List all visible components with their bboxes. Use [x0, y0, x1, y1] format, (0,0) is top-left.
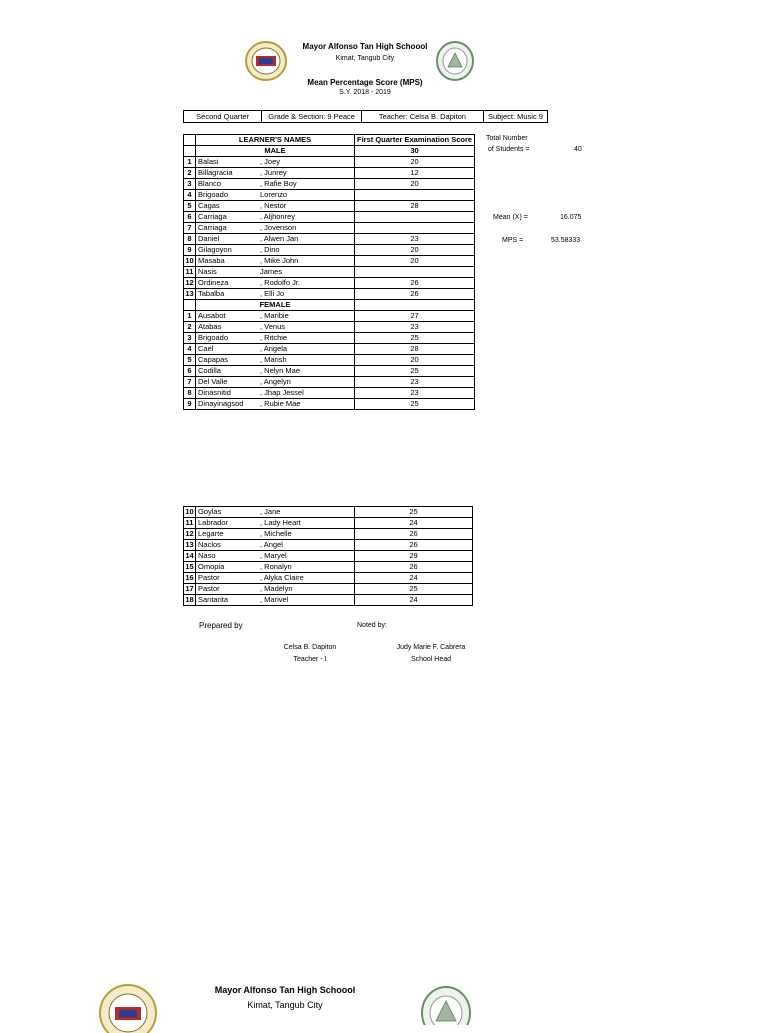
table-row: [184, 267, 475, 278]
school-year: S.Y. 2018 - 2019: [339, 89, 391, 96]
learners-names-header: LEARNER'S NAMES: [196, 135, 355, 146]
total-value: 40: [574, 146, 582, 153]
score: 24: [355, 518, 473, 529]
table-row: [184, 573, 473, 584]
last-name: Carriaga: [196, 212, 259, 223]
score: [355, 267, 475, 278]
row-number: 11: [184, 267, 196, 278]
last-name: Carriaga: [196, 223, 259, 234]
first-name: , Junrey: [258, 168, 355, 179]
first-name: , Marivel: [258, 595, 355, 606]
table-row: [184, 562, 473, 573]
table-row: [184, 388, 475, 399]
total-label-1: Total Number: [486, 135, 528, 142]
score: [355, 212, 475, 223]
table-row: [184, 179, 475, 190]
row-number: 18: [185, 595, 194, 604]
table-row: [184, 333, 475, 344]
score: 23: [355, 388, 475, 399]
table-header-row: [184, 135, 475, 146]
last-name: Del Valle: [196, 377, 259, 388]
first-name: , Nelyn Mae: [258, 366, 355, 377]
score: 27: [355, 311, 475, 322]
last-name: Pastor: [196, 573, 259, 584]
score: 26: [355, 278, 475, 289]
last-name: Ausabot: [196, 311, 259, 322]
score: 29: [355, 551, 473, 562]
last-name: Gilagoyon: [196, 245, 259, 256]
first-name: , Dino: [258, 245, 355, 256]
table-row: [184, 344, 475, 355]
head-role: School Head: [410, 656, 452, 663]
first-name: , Elli Jo: [258, 289, 355, 300]
footer-school-name: Mayor Alfonso Tan High Schoool: [214, 985, 356, 995]
last-name: Brigoado: [196, 333, 259, 344]
first-name: , Maribie: [258, 311, 355, 322]
mean-label: Mean (X) =: [493, 214, 528, 221]
first-name: , Marish: [258, 355, 355, 366]
last-name: Codilla: [196, 366, 259, 377]
row-number: 11: [184, 518, 196, 529]
last-name: Santarita: [196, 595, 259, 606]
last-name: Legarte: [196, 529, 259, 540]
quarter-cell: Second Quarter: [184, 111, 262, 123]
first-name: , Michelle: [258, 529, 355, 540]
score: 25: [355, 584, 473, 595]
first-name: , Angela: [258, 344, 355, 355]
row-number: 7: [184, 377, 196, 388]
score: 20: [355, 179, 475, 190]
score: 12: [355, 168, 475, 179]
male-total: 30: [355, 146, 475, 157]
table-row: [184, 311, 475, 322]
row-number: 3: [184, 179, 196, 190]
city-seal-icon: [436, 41, 474, 81]
score: 26: [355, 289, 475, 300]
table-row: [184, 289, 475, 300]
last-name: Naso: [196, 551, 259, 562]
last-name: Billagracia: [196, 168, 259, 179]
prepared-by-label: Prepared by: [199, 621, 243, 630]
table-row: [184, 584, 473, 595]
first-name: , Jhap Jessel: [258, 388, 355, 399]
noted-by-label: Noted by:: [357, 622, 387, 629]
last-name: Blanco: [196, 179, 259, 190]
table-row: [184, 256, 475, 267]
score: [355, 223, 475, 234]
first-name: , Jovenson: [258, 223, 355, 234]
grade-section-cell: Grade & Section: 9 Peace: [262, 111, 362, 123]
first-name: James: [258, 267, 355, 278]
deped-seal-icon: [245, 41, 287, 81]
first-name: , Mike John: [258, 256, 355, 267]
score: 26: [355, 529, 473, 540]
score: 28: [355, 201, 475, 212]
score: 25: [355, 399, 475, 410]
score: 23: [355, 377, 475, 388]
last-name: Capapas: [196, 355, 259, 366]
last-name: Balasi: [196, 157, 259, 168]
score: 24: [355, 595, 473, 606]
table-row: [184, 212, 475, 223]
row-number: 5: [184, 355, 196, 366]
table-row: [184, 551, 473, 562]
score: 28: [355, 344, 475, 355]
first-name: , Joey: [258, 157, 355, 168]
table-row: [184, 234, 475, 245]
last-name: Goylas: [196, 507, 259, 518]
first-name: , Jane: [258, 507, 355, 518]
deped-seal-icon-footer: [98, 983, 158, 1033]
row-number: 2: [184, 322, 196, 333]
row-number: 13: [185, 289, 194, 298]
subject-cell: Subject: Music 9: [483, 111, 547, 123]
table-row: [184, 518, 473, 529]
last-name: Dinasnitid: [196, 388, 259, 399]
last-name: Nasis: [196, 267, 259, 278]
score: 25: [355, 333, 475, 344]
score: [355, 190, 475, 201]
row-number: 1: [184, 311, 196, 322]
first-name: , Rafie Boy: [258, 179, 355, 190]
first-name: , Ritchie: [258, 333, 355, 344]
table-row: [184, 190, 475, 201]
first-name: , Maryel: [258, 551, 355, 562]
first-name: , Alyka Claire: [258, 573, 355, 584]
row-number: 12: [185, 529, 194, 538]
table-row: [184, 322, 475, 333]
first-name: , Rubie Mae: [258, 399, 355, 410]
table-row: [184, 595, 473, 606]
row-number: 8: [184, 388, 196, 399]
first-name: , Aljhonrey: [258, 212, 355, 223]
table-row: [184, 366, 475, 377]
first-name: , Rodolfo Jr.: [258, 278, 355, 289]
school-location: Kimat, Tangub City: [335, 55, 395, 62]
row-number: 5: [184, 201, 196, 212]
first-name: , Ronalyn: [258, 562, 355, 573]
score: 20: [355, 245, 475, 256]
mean-value: 16.075: [560, 214, 582, 221]
row-number: 4: [184, 344, 196, 355]
total-label-2: of Students =: [488, 146, 530, 153]
female-label-row: [184, 300, 475, 311]
first-name: , Alwen Jan: [258, 234, 355, 245]
teacher-name: Celsa B. Dapiton: [283, 644, 337, 651]
score: 24: [355, 573, 473, 584]
table-row: [184, 355, 475, 366]
table-row: [184, 245, 475, 256]
table-row: [184, 529, 473, 540]
score: 25: [355, 507, 473, 518]
mps-label: MPS =: [502, 237, 524, 244]
last-name: Pastor: [196, 584, 259, 595]
row-number: 9: [184, 399, 196, 410]
last-name: Brigoado: [196, 190, 259, 201]
row-number: 10: [185, 507, 194, 516]
row-number: 1: [184, 157, 196, 168]
row-number: 7: [184, 223, 196, 234]
table-row: [184, 278, 475, 289]
first-name: , Angelyn: [258, 377, 355, 388]
learners-table: [183, 134, 475, 410]
male-label-row: [184, 146, 475, 157]
row-number: 3: [184, 333, 196, 344]
score: 23: [355, 234, 475, 245]
table-row: [184, 157, 475, 168]
last-name: Cael: [196, 344, 259, 355]
last-name: Omopia: [196, 562, 259, 573]
table-row: [184, 540, 473, 551]
score: 20: [355, 157, 475, 168]
teacher-role: Teacher - I: [293, 656, 327, 663]
row-number: 6: [184, 366, 196, 377]
table-row: [184, 223, 475, 234]
first-name: , Madelyn: [258, 584, 355, 595]
last-name: Dinayinagsod: [196, 399, 259, 410]
last-name: Atabas: [196, 322, 259, 333]
teacher-cell: Teacher: Celsa B. Dapiton: [361, 111, 483, 123]
female-label: FEMALE: [196, 300, 355, 311]
score: 26: [355, 540, 473, 551]
first-name: , Angel: [258, 540, 355, 551]
mps-value: 53.58333: [551, 237, 581, 244]
report-title: Mean Percentage Score (MPS): [307, 78, 423, 87]
last-name: Ordineza: [196, 278, 259, 289]
row-number: 17: [185, 584, 194, 593]
row-number: 9: [184, 245, 196, 256]
table-row: [184, 507, 473, 518]
male-label: MALE: [196, 146, 355, 157]
first-name: , Nestor: [258, 201, 355, 212]
score: 26: [355, 562, 473, 573]
row-number: 14: [185, 551, 194, 560]
first-name: Lorenzo: [258, 190, 355, 201]
last-name: Labrador: [196, 518, 259, 529]
row-number: 4: [184, 190, 196, 201]
row-number: 16: [185, 573, 194, 582]
first-name: , Lady Heart: [258, 518, 355, 529]
learners-table-continued: [183, 506, 473, 606]
last-name: Naclos: [196, 540, 259, 551]
table-row: [184, 168, 475, 179]
row-number: 6: [184, 212, 196, 223]
row-number: 8: [184, 234, 196, 245]
row-number: 13: [185, 540, 194, 549]
score: 23: [355, 322, 475, 333]
city-seal-icon-footer: [420, 985, 472, 1025]
footer-school-location: Kimat, Tangub City: [247, 1000, 323, 1010]
last-name: Tabalba: [196, 289, 259, 300]
table-row: [184, 399, 475, 410]
table-row: [184, 377, 475, 388]
row-number: 2: [184, 168, 196, 179]
last-name: Cagas: [196, 201, 259, 212]
row-number: 10: [185, 256, 194, 265]
score: 20: [355, 355, 475, 366]
score: 25: [355, 366, 475, 377]
info-table: [183, 110, 548, 123]
head-name: Judy Marie F. Cabrera: [396, 644, 466, 651]
table-row: [184, 201, 475, 212]
school-name: Mayor Alfonso Tan High Schoool: [302, 42, 428, 51]
row-number: 15: [185, 562, 194, 571]
last-name: Masaba: [196, 256, 259, 267]
row-number: 12: [185, 278, 194, 287]
score: 20: [355, 256, 475, 267]
last-name: Daniel: [196, 234, 259, 245]
first-name: , Venus: [258, 322, 355, 333]
score-header: First Quarter Examination Score: [355, 135, 475, 146]
